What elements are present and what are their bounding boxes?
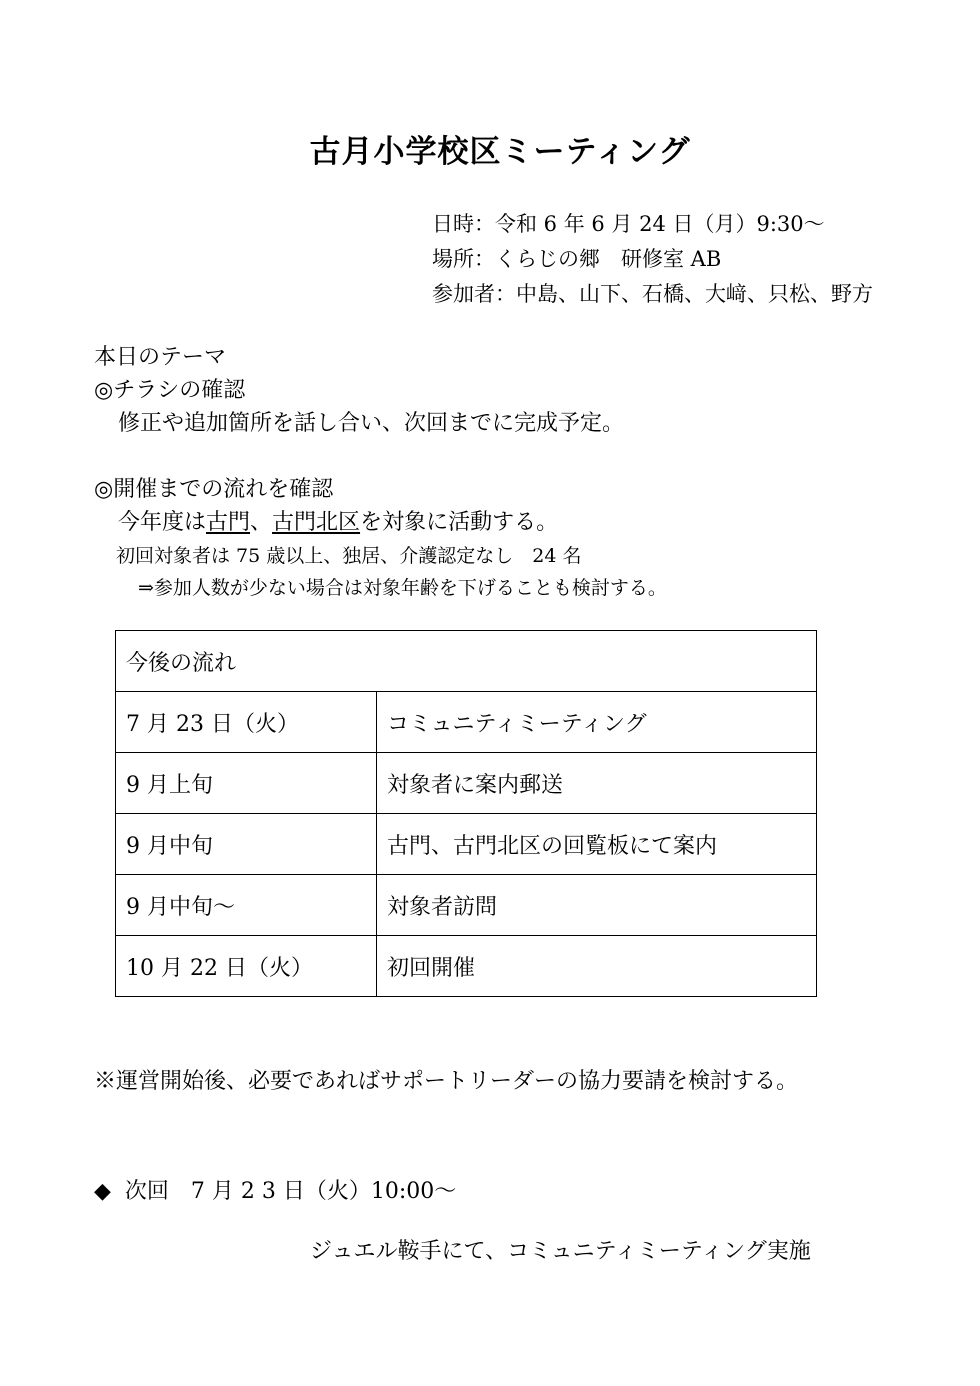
schedule-event: コミュニティミーティング — [377, 692, 817, 753]
meeting-participants: 参加者：中島、山下、石橋、大﨑、只松、野方 — [432, 282, 873, 306]
support-leader-note: ※運営開始後、必要であればサポートリーダーの協力要請を検討する。 — [94, 1069, 799, 1094]
theme-item-flow-title: ◎開催までの流れを確認 — [94, 477, 334, 502]
table-row — [116, 875, 817, 936]
table-row — [116, 814, 817, 875]
document-title: 古月小学校区ミーティング — [309, 134, 691, 170]
schedule-header-row — [116, 631, 817, 692]
schedule-event: 古門、古門北区の回覧板にて案内 — [377, 814, 817, 875]
target-criteria-note: ⇒参加人数が少ない場合は対象年齢を下げることも検討する。 — [138, 577, 667, 599]
table-row — [116, 936, 817, 997]
schedule-event: 初回開催 — [377, 936, 817, 997]
schedule-date: 7 月 23 日（火） — [116, 692, 377, 753]
schedule-event: 対象者訪問 — [377, 875, 817, 936]
meeting-datetime: 日時：令和 6 年 6 月 24 日（月）9:30〜 — [432, 212, 825, 236]
schedule-header: 今後の流れ — [116, 631, 817, 692]
flow-desc-separator: 、 — [250, 510, 273, 535]
next-meeting-text: 次回 7 月 2 3 日（火）10:00〜 — [124, 1179, 457, 1204]
theme-item-flyer-desc: 修正や追加箇所を話し合い、次回までに完成予定。 — [118, 411, 625, 436]
schedule-event: 対象者に案内郵送 — [377, 753, 817, 814]
schedule-date: 10 月 22 日（火） — [116, 936, 377, 997]
flow-desc-prefix: 今年度は — [118, 510, 207, 535]
target-criteria: 初回対象者は 75 歳以上、独居、介護認定なし 24 名 — [116, 545, 582, 567]
schedule-date: 9 月中旬 — [116, 814, 377, 875]
next-meeting-venue: ジュエル鞍手にて、コミュニティミーティング実施 — [310, 1239, 811, 1264]
schedule-date: 9 月中旬〜 — [116, 875, 377, 936]
schedule-table — [115, 630, 817, 997]
flow-desc-suffix: を対象に活動する。 — [360, 510, 559, 535]
target-area-furukado-kita: 古門北区 — [272, 510, 361, 535]
table-row — [116, 692, 817, 753]
theme-item-flow-desc — [118, 505, 558, 536]
theme-heading: 本日のテーマ — [94, 345, 227, 370]
table-row — [116, 753, 817, 814]
next-meeting — [94, 1174, 456, 1205]
meeting-place: 場所：くらじの郷 研修室 AB — [432, 247, 722, 271]
schedule-date: 9 月上旬 — [116, 753, 377, 814]
target-area-furukado: 古門 — [206, 510, 251, 535]
theme-item-flyer-title: ◎チラシの確認 — [94, 378, 246, 403]
diamond-bullet-icon: ◆ — [94, 1179, 111, 1204]
